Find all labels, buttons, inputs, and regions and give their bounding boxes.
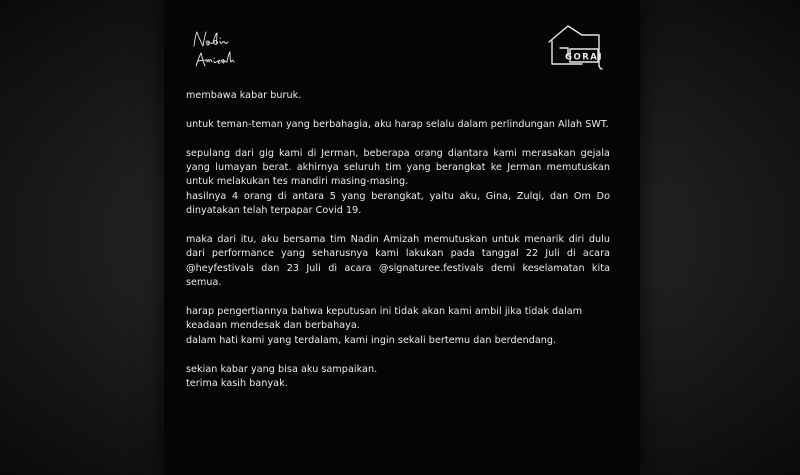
signature-logo-icon bbox=[190, 28, 242, 74]
house-logo-icon bbox=[546, 22, 604, 72]
letter-paragraph-testing bbox=[186, 147, 610, 219]
letter-text-thanks: terima kasih banyak. bbox=[186, 378, 288, 390]
letter-text-closing: sekian kabar yang bisa aku sampaikan. bbox=[186, 363, 378, 375]
letter-opening: membawa kabar buruk. bbox=[186, 90, 302, 101]
letter-paragraph-withdrawal: maka dari itu, aku bersama tim Nadin Amizah memutuskan untuk menarik diri dulu dari performance yang seharusnya kami lakukan pada tanggal 22 Juli di acara @heyfestivals dan 23 Juli di acara @signaturee.festivals demi keselamatan kita semua. bbox=[186, 234, 610, 289]
letter-text-result: hasilnya 4 orang di antara 5 yang berangkat, yaitu aku, Gina, Zulqi, dan Om Do dinyatakan telah terpapar Covid 19. bbox=[186, 190, 610, 217]
letter-paragraph-greeting: untuk teman-teman yang berbahagia, aku harap selalu dalam perlindungan Allah SWT. bbox=[186, 118, 609, 130]
letter-paragraph-apology bbox=[186, 305, 610, 348]
letter-text-decision: harap pengertiannya bahwa keputusan ini tidak akan kami ambil jika tidak dalam keadaan mendesak dan berbahaya. bbox=[186, 306, 583, 332]
letter-body bbox=[186, 89, 610, 406]
letter-closing bbox=[186, 363, 610, 392]
house-logo-text: GORAI bbox=[565, 52, 603, 63]
letter-text-wish: dalam hati kami yang terdalam, kami ingin sekali bertemu dan berdendang. bbox=[186, 334, 557, 346]
letter-sheet bbox=[164, 0, 640, 475]
letter-text-trip: sepulang dari gig kami di Jerman, beberapa orang diantara kami merasakan gejala yang lumayan berat. akhirnya seluruh tim yang berangkat ke Jerman memutuskan untuk melakukan tes mandiri masing-masing. bbox=[186, 147, 610, 188]
